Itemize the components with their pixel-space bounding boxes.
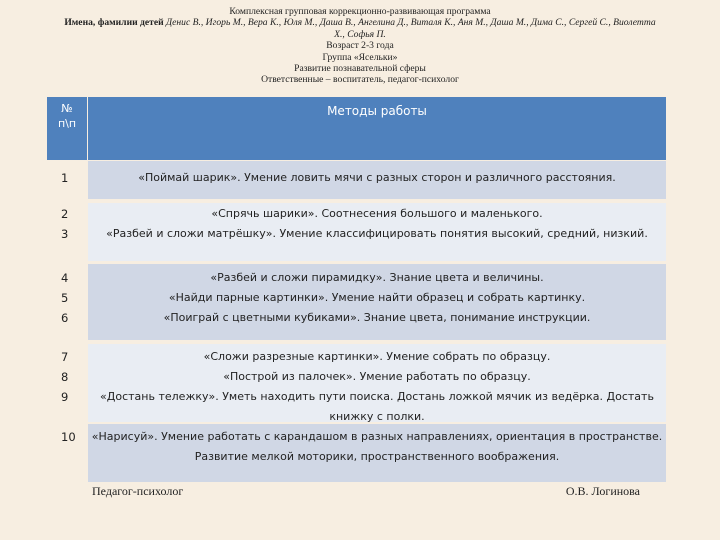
number-header-line: № [61,102,73,115]
row-numbers [47,424,87,482]
table-row [47,424,666,482]
row-number: 6 [61,311,69,325]
row-numbers [47,264,87,340]
method-item: «Найди парные картинки». Умение найти образец и собрать картинку. [168,291,586,304]
method-item: «Нарисуй». Умение работать с карандашом в разных направлениях, ориентация в пространстве. Развитие мелкой моторики, пространственного воображения. [91,430,663,463]
method-item: «Построй из палочек». Умение работать по образцу. [223,370,531,383]
document-header [20,6,700,86]
row-numbers [47,344,87,422]
row-number: 9 [61,390,69,404]
table-row [47,161,666,199]
names-label: Имена, фамилии детей [64,17,164,29]
row-methods [88,161,666,199]
method-item: «Поиграй с цветными кубиками». Знание цвета, понимание инструкции. [163,311,591,324]
method-item: «Сложи разрезные картинки». Умение собрать по образцу. [203,350,551,363]
row-number: 5 [61,291,69,305]
method-item: «Разбей и сложи матрёшку». Умение классифицировать понятия высокий, средний, низкий. [106,227,648,240]
row-number: 10 [61,430,76,444]
responsible-line: Ответственные – воспитатель, педагог-психолог [261,74,459,86]
row-number: 3 [61,227,69,241]
method-item: «Разбей и сложи пирамидку». Знание цвета и величины. [210,271,544,284]
method-item: «Достань тележку». Уметь находить пути поиска. Достань ложкой мячик из ведёрка. Достать книжку с полки. [100,390,654,423]
age-line: Возраст 2-3 года [326,40,394,52]
row-methods [88,203,666,261]
names-list: Денис В., Игорь М., Вера К., Юля М., Даша В., Ангелина Д., Виталя К., Аня М., Даша М., Дима С., Сергей С., Виолетта [166,17,656,29]
row-methods [88,424,666,482]
row-numbers [47,203,87,261]
row-number: 4 [61,271,69,285]
row-methods [88,264,666,340]
program-title: Комплексная групповая коррекционно-развивающая программа [229,6,491,17]
row-number: 1 [61,171,69,185]
group-line: Группа «Ясельки» [322,51,398,63]
row-number: 8 [61,370,69,384]
methods-column-header: Методы работы [88,97,666,160]
signature-name: О.В. Логинова [565,484,640,498]
table-row [47,344,666,422]
sphere-line: Развитие познавательной сферы [294,63,426,75]
row-numbers [47,161,87,199]
row-number: 7 [61,350,69,364]
names-list-continued: Х., Софья П. [334,28,386,40]
table-header-row [47,97,666,160]
row-methods [88,344,666,422]
table-row [47,264,666,340]
methods-table [47,97,666,482]
number-column-header [47,97,87,160]
method-item: «Поймай шарик». Умение ловить мячи с разных сторон и различного расстояния. [138,171,616,184]
table-row [47,203,666,261]
row-number: 2 [61,207,69,221]
number-header-line: п\п [57,117,77,130]
children-names [20,17,700,28]
method-item: «Спрячь шарики». Соотнесения большого и маленького. [211,207,543,220]
signature-role: Педагог-психолог [92,484,184,498]
